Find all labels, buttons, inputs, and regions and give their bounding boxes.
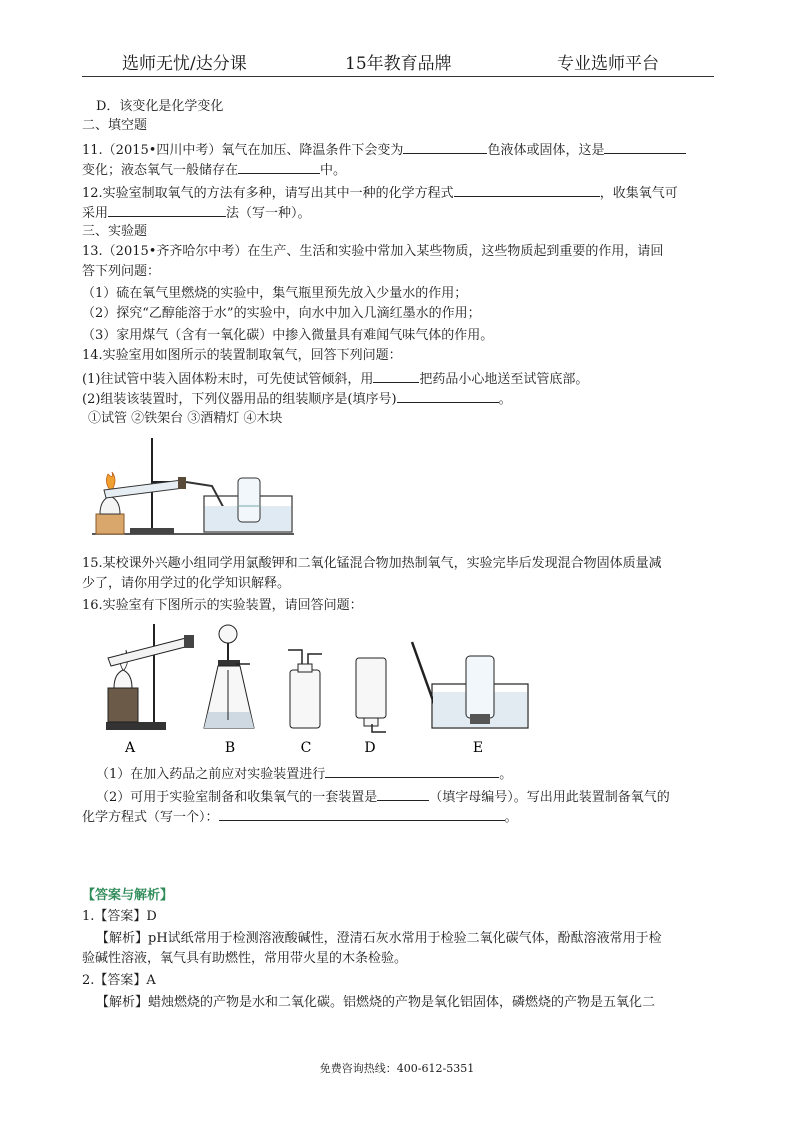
answer-1: 1.【答案】D [82,909,157,924]
analysis-2-line1: 【解析】蜡烛燃烧的产物是水和二氧化碳。铝燃烧的产物是氧化铝固体，磷燃烧的产物是五氧化二 [96,995,656,1010]
q16-apparatus-figure [100,620,530,760]
apparatus-b [204,625,254,728]
q13-line1: 13.（2015•齐齐哈尔中考）在生产、生活和实验中常加入某些物质，这些物质起到重要的作用，请回 [82,244,664,259]
q11-line1: 11.（2015•四川中考）氧气在加压、降温条件下会变为 色液体或固体，这是 [82,141,686,159]
header-right: 专业选师平台 [557,54,659,74]
q14-sub2: (2)组装该装置时，下列仪器用品的组装顺序是(填序号) 。 [82,392,512,407]
page-header [82,46,714,77]
q16-sub2-cont: 化学方程式（写一个）： 。 [82,810,518,825]
analysis-1-line1: 【解析】pH试纸常用于检测溶液酸碱性，澄清石灰水常用于检验二氧化碳气体，酚酞溶液常用于检 [96,931,662,946]
q16-blank-apparatus[interactable] [377,788,429,801]
label-c: C [300,740,312,756]
q11-blank-storage[interactable] [238,161,320,174]
q16-sub1: （1）在加入药品之前应对实验装置进行 。 [96,767,513,782]
q13-sub1: （1）硫在氧气里燃烧的实验中，集气瓶里预先放入少量水的作用； [82,286,468,301]
q16-blank-check[interactable] [325,765,499,778]
label-b: B [224,740,236,756]
apparatus-e [412,642,528,728]
header-center: 15年教育品牌 [345,54,452,74]
footer-hotline: 免费咨询热线：400-612-5351 [319,1062,475,1075]
q14-blank-tool[interactable] [373,370,419,383]
apparatus-d [356,658,386,732]
q13-sub2: （2）探究“乙醇能溶于水”的实验中，向水中加入几滴红墨水的作用； [82,306,481,321]
q16-sub2: （2）可用于实验室制备和收集氧气的一套装置是 （填字母编号）。写出用此装置制备氧气的 [96,790,670,805]
q11-blank-color[interactable] [403,141,487,154]
apparatus-a [106,624,194,730]
q16-stem: 16.实验室有下图所示的实验装置，请回答问题： [82,598,363,613]
q14-options: ①试管 ②铁架台 ③酒精灯 ④木块 [88,411,283,426]
label-e: E [472,740,484,756]
iron-stand-base [130,528,174,534]
q16-blank-equation[interactable] [219,808,505,821]
analysis-1-line2: 验碱性溶液，氧气具有助燃性，常用带火星的木条检验。 [82,951,408,966]
q12-line1: 12.实验室制取氧气的方法有多种，请写出其中一种的化学方程式 ，收集氧气可 [82,186,678,201]
q11-line2: 变化；液态氧气一般储存在 中。 [82,163,347,178]
section-experiment: 三、实验题 [82,224,148,239]
q12-blank-equation[interactable] [454,184,600,197]
section-fill-blank: 二、填空题 [82,118,148,133]
label-a: A [124,740,136,756]
apparatus-c [288,650,322,728]
q13-sub3: （3）家用煤气（含有一氧化碳）中掺入微量具有难闻气味气体的作用。 [82,328,494,343]
q14-blank-order[interactable] [397,390,499,403]
label-d: D [364,740,376,756]
q14-stem: 14.实验室用如图所示的装置制取氧气，回答下列问题： [82,348,402,363]
q15-line2: 少了，请你用学过的化学知识解释。 [82,576,291,591]
wood-block [96,514,124,534]
answer-2: 2.【答案】A [82,973,156,988]
q11-blank-change[interactable] [604,141,686,154]
q15-line1: 15.某校课外兴趣小组同学用氯酸钾和二氧化锰混合物加热制氧气，实验完毕后发现混合物固体质量减 [82,556,662,571]
q13-line2: 答下列问题： [82,264,161,279]
q12-blank-method[interactable] [108,204,226,217]
q14-apparatus-figure [92,430,294,542]
header-left: 选师无忧/达分课 [122,54,247,74]
option-d: D．该变化是化学变化 [96,99,224,114]
answer-section-title: 【答案与解析】 [82,888,174,903]
gas-collecting-bottle [238,478,260,522]
q14-sub1: (1)往试管中装入固体粉末时，可先使试管倾斜，用 把药品小心地送至试管底部。 [82,372,589,387]
q12-line2: 采用 法（写一种）。 [82,206,311,221]
